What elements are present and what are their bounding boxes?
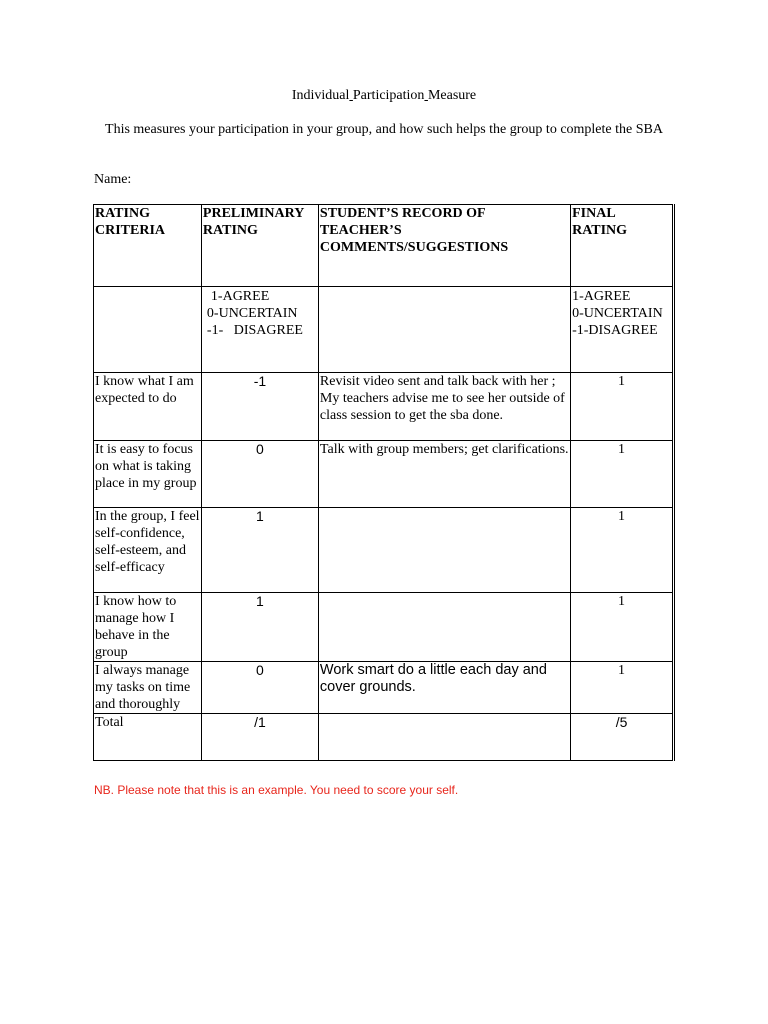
title-word-1: Individual <box>291 88 350 103</box>
total-final: /5 <box>571 714 674 761</box>
preliminary-value: 0 <box>201 441 318 508</box>
scale-agree: 1-AGREE <box>210 289 270 304</box>
preliminary-value: 1 <box>201 508 318 593</box>
example-note: NB. Please note that this is an example. You need to score your self. <box>94 783 459 797</box>
comment-cell <box>318 508 570 593</box>
criterion-cell: In the group, I feel self-confidence, self-esteem, and self-efficacy <box>94 508 202 593</box>
scale-empty-cell <box>94 287 202 373</box>
total-preliminary: /1 <box>201 714 318 761</box>
comment-cell <box>318 593 570 662</box>
table-row <box>94 662 674 714</box>
criterion-cell: It is easy to focus on what is taking place in my group <box>94 441 202 508</box>
final-value: 1 <box>571 593 674 662</box>
scale-disagree: -1- DISAGREE <box>206 323 303 338</box>
table-row <box>94 441 674 508</box>
header-student-record: STUDENT’S RECORD OF TEACHER’S COMMENTS/SUGGESTIONS <box>318 205 570 287</box>
final-value: 1 <box>571 508 674 593</box>
scale-disagree: -1-DISAGREE <box>572 323 658 338</box>
table-row <box>94 508 674 593</box>
header-preliminary-rating: PRELIMINARY RATING <box>201 205 318 287</box>
scale-uncertain: 0-UNCERTAIN <box>572 306 663 321</box>
name-label: Name: <box>94 172 132 187</box>
final-value: 1 <box>571 662 674 714</box>
total-row <box>94 714 674 761</box>
total-label: Total <box>94 714 202 761</box>
total-comment <box>318 714 570 761</box>
document-title <box>0 88 768 104</box>
comment-cell: Talk with group members; get clarifications. <box>318 441 570 508</box>
final-scale <box>571 287 674 373</box>
preliminary-value: 0 <box>201 662 318 714</box>
comment-cell: Revisit video sent and talk back with her ; My teachers advise me to see her outside of class session to get the sba done. <box>318 373 570 441</box>
scale-empty-cell <box>318 287 570 373</box>
preliminary-scale <box>201 287 318 373</box>
title-word-3: Measure <box>427 88 477 103</box>
final-value: 1 <box>571 373 674 441</box>
scale-row <box>94 287 674 373</box>
title-word-2: Participation <box>352 88 425 103</box>
comment-cell: Work smart do a little each day and cover grounds. <box>318 662 570 714</box>
table-row <box>94 593 674 662</box>
preliminary-value: 1 <box>201 593 318 662</box>
rating-table <box>93 204 675 761</box>
header-rating-criteria: RATING CRITERIA <box>94 205 202 287</box>
table-header-row <box>94 205 674 287</box>
criterion-cell: I know what I am expected to do <box>94 373 202 441</box>
scale-uncertain: 0-UNCERTAIN <box>206 306 298 321</box>
table-row <box>94 373 674 441</box>
final-value: 1 <box>571 441 674 508</box>
criterion-cell: I always manage my tasks on time and thoroughly <box>94 662 202 714</box>
header-final-rating: FINAL RATING <box>571 205 674 287</box>
scale-agree: 1-AGREE <box>572 289 631 304</box>
preliminary-value: -1 <box>201 373 318 441</box>
criterion-cell: I know how to manage how I behave in the group <box>94 593 202 662</box>
document-subtitle: This measures your participation in your group, and how such helps the group to complete the SBA <box>105 122 663 137</box>
